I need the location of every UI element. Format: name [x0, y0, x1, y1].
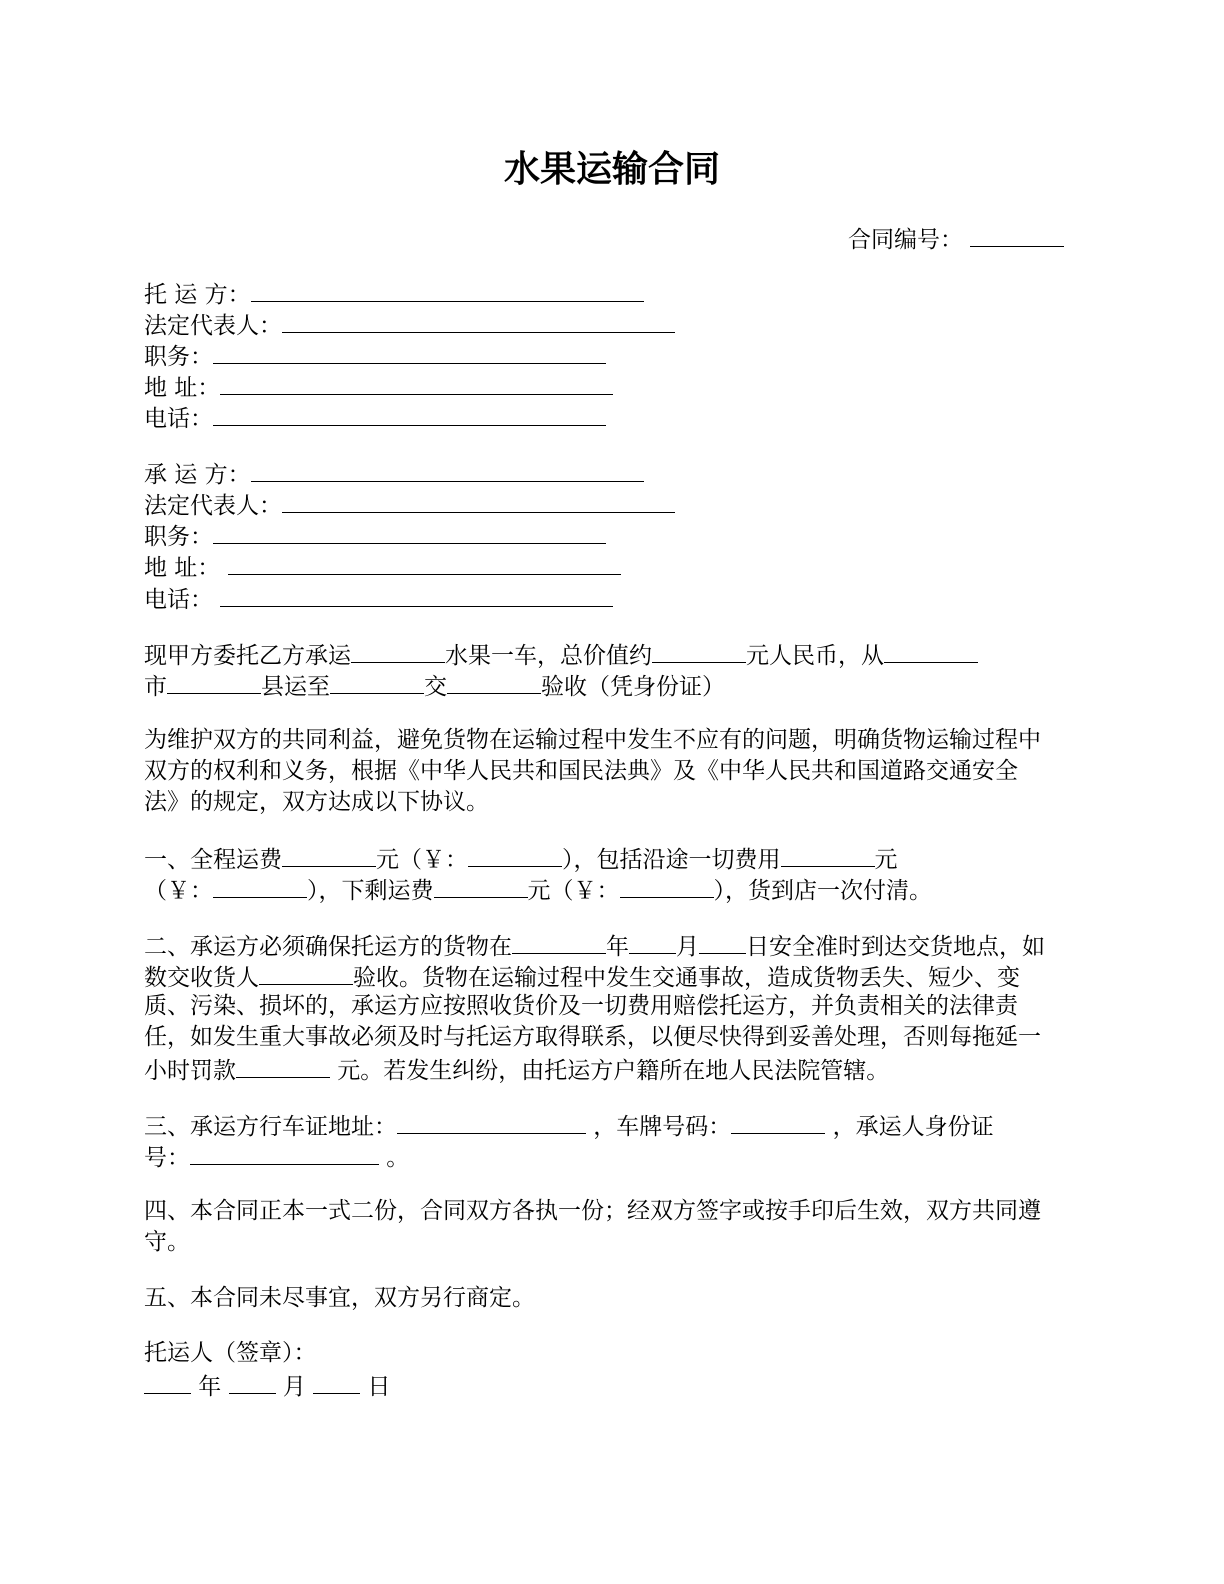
clause-1-line — [144, 873, 932, 907]
intro-text: 元人民币，从 — [746, 643, 884, 669]
carrier-id-blank[interactable] — [190, 1140, 379, 1165]
city-blank[interactable] — [167, 669, 261, 694]
intro-line-1 — [144, 638, 978, 672]
clause-text: 号： — [144, 1145, 190, 1171]
remaining-amount-blank[interactable] — [620, 873, 714, 898]
expenses-amount-blank[interactable] — [213, 873, 307, 898]
shipper-address-blank[interactable] — [220, 370, 613, 395]
carrier-phone-line — [144, 582, 613, 616]
intro-text: 现甲方委托乙方承运 — [144, 643, 351, 669]
clause-text: 元 — [874, 847, 898, 873]
carrier-rep-blank[interactable] — [282, 488, 675, 513]
clause-text: 年 — [606, 934, 629, 960]
carrier-phone-label: 电话： — [144, 587, 213, 613]
shipper-rep-blank[interactable] — [282, 308, 675, 333]
purpose-line: 为维护双方的共同利益，避免货物在运输过程中发生不应有的问题，明确货物运输过程中 — [144, 727, 1041, 753]
clause-text: 一、全程运费 — [144, 847, 282, 873]
freight-amount-blank[interactable] — [468, 842, 562, 867]
clause-2-line — [144, 960, 1020, 994]
clause-text: 三、承运方行车证地址： — [144, 1114, 397, 1140]
clause-2-line: 质、污染、损坏的，承运方应按照收货价及一切费用赔偿托运方，并负责相关的法律责 — [144, 993, 1018, 1019]
intro-text: 市 — [144, 674, 167, 700]
shipper-name-label: 托 运 方： — [144, 282, 251, 308]
clause-5-line: 五、本合同未尽事宜，双方另行商定。 — [144, 1285, 535, 1311]
consignee-blank[interactable] — [259, 960, 353, 985]
purpose-line: 法》的规定，双方达成以下协议。 — [144, 789, 489, 815]
date-text: 日 — [360, 1374, 391, 1400]
date-text: 年 — [191, 1374, 229, 1400]
purpose-line: 双方的权利和义务，根据《中华人民共和国民法典》及《中华人民共和国道路交通安全 — [144, 758, 1018, 784]
carrier-rep-line — [144, 488, 675, 522]
clause-text: ，车牌号码： — [586, 1114, 732, 1140]
intro-text: 水果一车，总价值约 — [445, 643, 652, 669]
clause-text: ），下剩运费 — [307, 878, 434, 904]
shipper-address-line — [144, 370, 613, 404]
clause-text: 二、承运方必须确保托运方的货物在 — [144, 934, 512, 960]
clause-text: 元（￥： — [527, 878, 620, 904]
delivery-month-blank[interactable] — [629, 929, 676, 954]
intro-text: 县运至 — [261, 674, 330, 700]
clause-text: 日安全准时到达交货地点，如 — [746, 934, 1045, 960]
clause-3-line — [144, 1140, 409, 1174]
clause-1-line — [144, 842, 898, 876]
date-text: 月 — [275, 1374, 314, 1400]
clause-text: 月 — [676, 934, 699, 960]
carrier-rep-label: 法定代表人： — [144, 493, 282, 519]
clause-4-line: 四、本合同正本一式二份，合同双方各执一份；经双方签字或按手印后生效，双方共同遵 — [144, 1198, 1041, 1224]
clause-2-line: 任，如发生重大事故必须及时与托运方取得联系，以便尽快得到妥善处理，否则每拖延一 — [144, 1024, 1041, 1050]
contract-number — [848, 222, 1064, 256]
clause-2-line — [144, 1053, 889, 1087]
clause-text: 小时罚款 — [144, 1058, 236, 1084]
carrier-position-blank[interactable] — [213, 519, 606, 544]
carrier-address-blank[interactable] — [228, 550, 621, 575]
license-address-blank[interactable] — [397, 1109, 586, 1134]
signature-date-line — [144, 1369, 391, 1403]
shipper-rep-label: 法定代表人： — [144, 313, 282, 339]
clause-3-line — [144, 1109, 994, 1143]
clause-text: 元。若发生纠纷，由托运方户籍所在地人民法院管辖。 — [330, 1058, 890, 1084]
delivery-day-blank[interactable] — [699, 929, 746, 954]
shipper-position-line — [144, 339, 606, 373]
shipper-position-label: 职务： — [144, 344, 213, 370]
carrier-position-line — [144, 519, 606, 553]
carrier-name-line — [144, 457, 644, 491]
carrier-address-label: 地 址： — [144, 555, 221, 581]
penalty-blank[interactable] — [236, 1053, 330, 1078]
recipient-blank[interactable] — [447, 669, 541, 694]
sign-month-blank[interactable] — [229, 1369, 276, 1394]
clause-text: （￥： — [144, 878, 213, 904]
fruit-type-blank[interactable] — [351, 638, 445, 663]
delivery-year-blank[interactable] — [512, 929, 606, 954]
carrier-address-line — [144, 550, 621, 584]
carrier-name-blank[interactable] — [251, 457, 644, 482]
shipper-position-blank[interactable] — [213, 339, 606, 364]
clause-text: ，承运人身份证 — [825, 1114, 994, 1140]
contract-number-label: 合同编号： — [848, 227, 963, 253]
shipper-name-line — [144, 277, 644, 311]
clause-2-line — [144, 929, 1045, 963]
clause-text: 。 — [379, 1145, 410, 1171]
plate-number-blank[interactable] — [731, 1109, 825, 1134]
clause-text: 数交收货人 — [144, 965, 259, 991]
origin-blank[interactable] — [884, 638, 978, 663]
shipper-phone-label: 电话： — [144, 406, 213, 432]
clause-text: 元（￥： — [376, 847, 468, 873]
shipper-phone-line — [144, 401, 606, 435]
clause-text: ），包括沿途一切费用 — [562, 847, 781, 873]
sign-day-blank[interactable] — [313, 1369, 360, 1394]
shipper-rep-line — [144, 308, 675, 342]
sign-year-blank[interactable] — [144, 1369, 191, 1394]
freight-blank[interactable] — [282, 842, 376, 867]
clause-text: 验收。货物在运输过程中发生交通事故，造成货物丢失、短少、变 — [353, 965, 1020, 991]
total-value-blank[interactable] — [652, 638, 746, 663]
expenses-blank[interactable] — [781, 842, 875, 867]
clause-text: ），货到店一次付清。 — [713, 878, 932, 904]
carrier-name-label: 承 运 方： — [144, 462, 251, 488]
signature-label: 托运人（签章）： — [144, 1340, 317, 1366]
shipper-address-label: 地 址： — [144, 375, 221, 401]
intro-text: 交 — [424, 674, 447, 700]
carrier-position-label: 职务： — [144, 524, 213, 550]
intro-line-2 — [144, 669, 725, 703]
page-title: 水果运输合同 — [503, 149, 720, 190]
carrier-phone-blank[interactable] — [220, 582, 613, 607]
shipper-name-blank[interactable] — [251, 277, 644, 302]
remaining-freight-blank[interactable] — [434, 873, 528, 898]
intro-text: 验收（凭身份证） — [541, 674, 725, 700]
clause-4-line: 守。 — [144, 1229, 190, 1255]
contract-number-blank[interactable] — [970, 222, 1064, 247]
destination-blank[interactable] — [330, 669, 424, 694]
shipper-phone-blank[interactable] — [213, 401, 606, 426]
